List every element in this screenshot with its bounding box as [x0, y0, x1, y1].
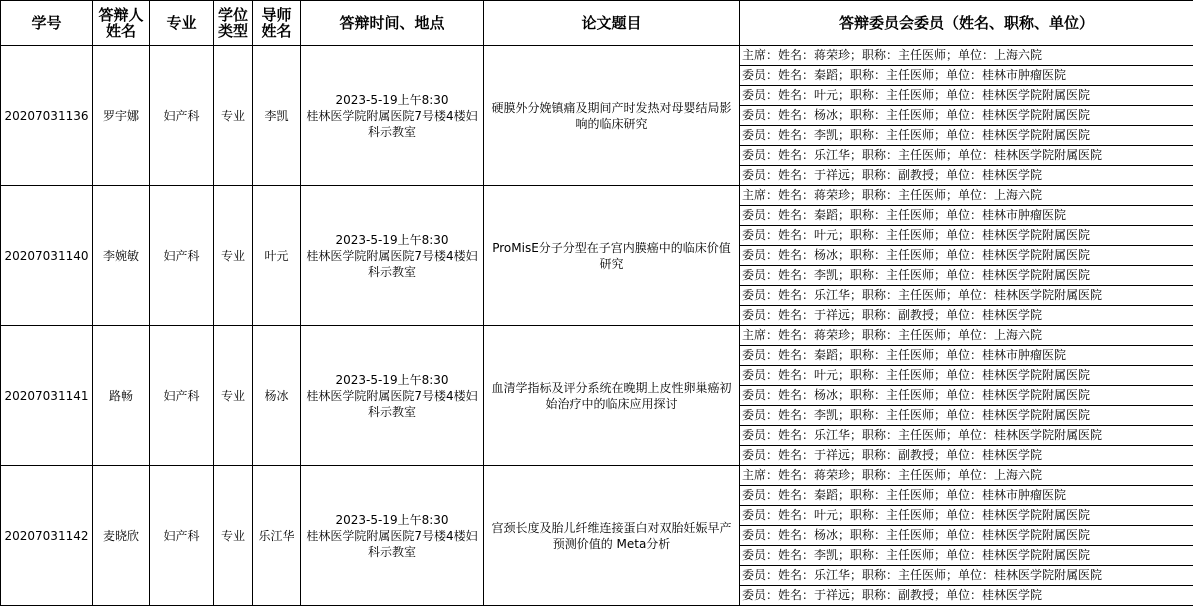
- degree-type-text: 专业: [220, 108, 245, 123]
- defense-place: 桂林医学院附属医院7号楼4楼妇科示教室: [306, 388, 478, 419]
- advisor-cell: [253, 466, 301, 606]
- header-thesis-title: 论文题目: [484, 1, 740, 46]
- committee-member: 主席：姓名：蒋荣珍；职称：主任医师；单位：上海六院: [740, 46, 1193, 66]
- degree-type-cell: [214, 466, 253, 606]
- committee-member: 委员：姓名：于祥远；职称：副教授；单位：桂林医学院: [740, 586, 1193, 606]
- thesis-title-cell: [484, 466, 740, 606]
- major-cell: [150, 186, 214, 326]
- student-name-cell: [93, 46, 150, 186]
- header-student-name: 答辩人姓名: [93, 1, 150, 46]
- defense-place: 桂林医学院附属医院7号楼4楼妇科示教室: [306, 108, 478, 139]
- degree-type-cell: [214, 46, 253, 186]
- time-place-cell: [301, 466, 484, 606]
- committee-member: 委员：姓名：杨冰；职称：主任医师；单位：桂林医学院附属医院: [740, 526, 1193, 546]
- student-id-text: 20207031136: [4, 108, 89, 123]
- thesis-title: 硬膜外分娩镇痛及期间产时发热对母婴结局影响的临床研究: [491, 100, 732, 131]
- committee-member: 委员：姓名：于祥远；职称：副教授；单位：桂林医学院: [740, 306, 1193, 326]
- degree-type-text: 专业: [220, 528, 245, 543]
- committee-member: 委员：姓名：李凯；职称：主任医师；单位：桂林医学院附属医院: [740, 546, 1193, 566]
- table-row: [1, 186, 1193, 206]
- student-id-text: 20207031141: [4, 388, 89, 403]
- student-id-cell: [1, 186, 93, 326]
- advisor-cell: [253, 186, 301, 326]
- table-row: [1, 466, 1193, 486]
- committee-member: 委员：姓名：叶元；职称：主任医师；单位：桂林医学院附属医院: [740, 86, 1193, 106]
- student-name-text: 麦晓欣: [102, 528, 139, 543]
- advisor-text: 乐江华: [258, 528, 295, 543]
- committee-member: 委员：姓名：李凯；职称：主任医师；单位：桂林医学院附属医院: [740, 126, 1193, 146]
- degree-type-cell: [214, 326, 253, 466]
- committee-member: 委员：姓名：杨冰；职称：主任医师；单位：桂林医学院附属医院: [740, 246, 1193, 266]
- major-cell: [150, 326, 214, 466]
- major-cell: [150, 46, 214, 186]
- header-time-place: 答辩时间、地点: [301, 1, 484, 46]
- header-advisor: 导师姓名: [253, 1, 301, 46]
- defense-place: 桂林医学院附属医院7号楼4楼妇科示教室: [306, 248, 478, 279]
- defense-time: 2023-5-19上午8:30: [335, 372, 449, 387]
- thesis-title: ProMisE分子分型在子宫内膜癌中的临床价值研究: [492, 240, 731, 271]
- committee-member: 委员：姓名：乐江华；职称：主任医师；单位：桂林医学院附属医院: [740, 146, 1193, 166]
- committee-member: 委员：姓名：叶元；职称：主任医师；单位：桂林医学院附属医院: [740, 506, 1193, 526]
- thesis-title-cell: [484, 186, 740, 326]
- committee-member: 委员：姓名：杨冰；职称：主任医师；单位：桂林医学院附属医院: [740, 386, 1193, 406]
- advisor-text: 叶元: [264, 248, 289, 263]
- committee-member: 委员：姓名：叶元；职称：主任医师；单位：桂林医学院附属医院: [740, 226, 1193, 246]
- student-id-cell: [1, 326, 93, 466]
- student-name-cell: [93, 326, 150, 466]
- defense-time: 2023-5-19上午8:30: [335, 512, 449, 527]
- header-row: [1, 1, 1193, 46]
- student-name-text: 路畅: [108, 388, 133, 403]
- committee-member: 委员：姓名：于祥远；职称：副教授；单位：桂林医学院: [740, 166, 1193, 186]
- student-name-cell: [93, 186, 150, 326]
- student-name-cell: [93, 466, 150, 606]
- major-text: 妇产科: [163, 248, 200, 263]
- degree-type-text: 专业: [220, 248, 245, 263]
- thesis-title: 血清学指标及评分系统在晚期上皮性卵巢癌初始治疗中的临床应用探讨: [491, 380, 732, 411]
- thesis-title-cell: [484, 46, 740, 186]
- major-text: 妇产科: [163, 528, 200, 543]
- committee-member: 委员：姓名：叶元；职称：主任医师；单位：桂林医学院附属医院: [740, 366, 1193, 386]
- committee-member: 主席：姓名：蒋荣珍；职称：主任医师；单位：上海六院: [740, 466, 1193, 486]
- thesis-title-cell: [484, 326, 740, 466]
- student-name-text: 罗宇娜: [102, 108, 139, 123]
- header-degree-type: 学位类型: [214, 1, 253, 46]
- committee-member: 委员：姓名：乐江华；职称：主任医师；单位：桂林医学院附属医院: [740, 566, 1193, 586]
- committee-member: 主席：姓名：蒋荣珍；职称：主任医师；单位：上海六院: [740, 326, 1193, 346]
- major-text: 妇产科: [163, 108, 200, 123]
- student-id-cell: [1, 466, 93, 606]
- degree-type-cell: [214, 186, 253, 326]
- student-name-text: 李婉敏: [102, 248, 139, 263]
- student-id-cell: [1, 46, 93, 186]
- header-student-id: 学号: [1, 1, 93, 46]
- degree-type-text: 专业: [220, 388, 245, 403]
- time-place-cell: [301, 326, 484, 466]
- defense-time: 2023-5-19上午8:30: [335, 232, 449, 247]
- committee-member: 委员：姓名：李凯；职称：主任医师；单位：桂林医学院附属医院: [740, 406, 1193, 426]
- advisor-text: 杨冰: [264, 388, 289, 403]
- committee-member: 委员：姓名：秦蹈；职称：主任医师；单位：桂林市肿瘤医院: [740, 486, 1193, 506]
- major-cell: [150, 466, 214, 606]
- thesis-title: 宫颈长度及胎儿纤维连接蛋白对双胎妊娠早产预测价值的 Meta分析: [491, 520, 732, 551]
- committee-member: 委员：姓名：秦蹈；职称：主任医师；单位：桂林市肿瘤医院: [740, 346, 1193, 366]
- student-id-text: 20207031140: [4, 248, 89, 263]
- committee-member: 委员：姓名：于祥远；职称：副教授；单位：桂林医学院: [740, 446, 1193, 466]
- advisor-text: 李凯: [264, 108, 289, 123]
- committee-member: 委员：姓名：乐江华；职称：主任医师；单位：桂林医学院附属医院: [740, 286, 1193, 306]
- header-major: 专业: [150, 1, 214, 46]
- advisor-cell: [253, 46, 301, 186]
- advisor-cell: [253, 326, 301, 466]
- student-id-text: 20207031142: [4, 528, 89, 543]
- committee-member: 委员：姓名：秦蹈；职称：主任医师；单位：桂林市肿瘤医院: [740, 66, 1193, 86]
- major-text: 妇产科: [163, 388, 200, 403]
- committee-member: 委员：姓名：秦蹈；职称：主任医师；单位：桂林市肿瘤医院: [740, 206, 1193, 226]
- committee-member: 委员：姓名：杨冰；职称：主任医师；单位：桂林医学院附属医院: [740, 106, 1193, 126]
- committee-member: 主席：姓名：蒋荣珍；职称：主任医师；单位：上海六院: [740, 186, 1193, 206]
- time-place-cell: [301, 46, 484, 186]
- committee-member: 委员：姓名：乐江华；职称：主任医师；单位：桂林医学院附属医院: [740, 426, 1193, 446]
- table-row: [1, 326, 1193, 346]
- header-committee: 答辩委员会委员（姓名、职称、单位）: [740, 1, 1193, 46]
- table-row: [1, 46, 1193, 66]
- time-place-cell: [301, 186, 484, 326]
- defense-place: 桂林医学院附属医院7号楼4楼妇科示教室: [306, 528, 478, 559]
- committee-member: 委员：姓名：李凯；职称：主任医师；单位：桂林医学院附属医院: [740, 266, 1193, 286]
- defense-time: 2023-5-19上午8:30: [335, 92, 449, 107]
